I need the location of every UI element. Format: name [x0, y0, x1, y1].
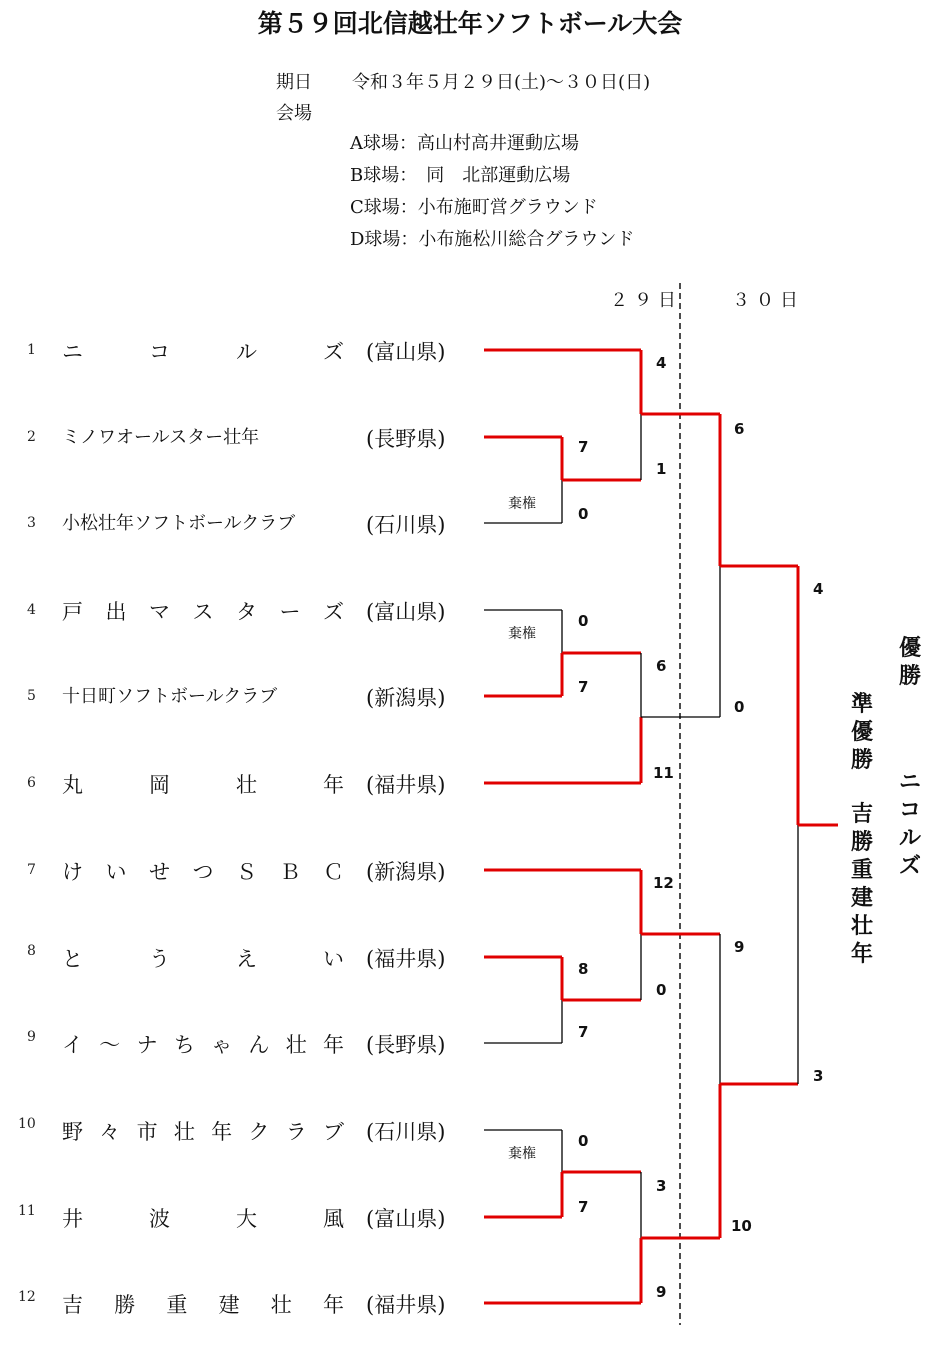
team-prefecture: (長野県) [366, 427, 446, 451]
team-name-char: 年 [322, 1033, 344, 1057]
team-seed: 10 [18, 1116, 36, 1132]
team-name-char: 大 [236, 1207, 257, 1231]
team-name-char: 壮 [285, 1033, 307, 1057]
team-name [62, 943, 344, 973]
team-name-char: ズ [323, 600, 344, 624]
team-name-char: 年 [322, 1293, 344, 1317]
forfeit-label: 棄権 [508, 496, 536, 512]
venue-label: 会場 [276, 103, 312, 124]
team-name-char: ブ [322, 1120, 344, 1144]
score-semi1-1: 0 [734, 698, 745, 716]
team-name-char: 吉 [62, 1293, 83, 1317]
team-name-char: 壮 [173, 1120, 195, 1144]
champion-name: ニコルズ [898, 769, 921, 879]
venue-b: B球場： 同 北部運動広場 [350, 165, 571, 186]
team-name-char: 年 [323, 773, 344, 797]
score-r2a-1: 1 [656, 460, 667, 478]
team-name [62, 509, 344, 535]
team-name-char: 岡 [149, 773, 170, 797]
team-seed: 8 [27, 943, 36, 959]
team-name-char: 十日町ソフトボールクラブ [62, 686, 278, 707]
score-semi2-1: 10 [731, 1217, 752, 1235]
runnerup-label: 準優勝 [850, 691, 873, 773]
team-name-char: せ [149, 860, 170, 884]
date-label: 期日 [276, 72, 312, 93]
team-name-char: 丸 [62, 773, 83, 797]
team-name-char: 井 [62, 1207, 83, 1231]
team-name-char: ん [248, 1033, 270, 1057]
team-name-char: Ｃ [323, 860, 344, 884]
score-r2c-0: 12 [653, 874, 674, 892]
team-name-char: ゃ [211, 1033, 233, 1057]
team-prefecture: (長野県) [366, 1033, 446, 1057]
team-name-char: コ [149, 340, 170, 364]
team-name-char: ～ [99, 1033, 121, 1057]
team-name-char: 野 [62, 1120, 83, 1144]
team-name-char: 壮 [236, 773, 257, 797]
date-value: 令和３年５月２９日(土)～３０日(日) [352, 72, 651, 93]
team-name-char: ク [248, 1120, 270, 1144]
team-name-char: ズ [323, 340, 344, 364]
team-name-char: 出 [105, 600, 127, 624]
team-name-char: け [62, 860, 83, 884]
venue-d: D球場：小布施松川総合グラウンド [350, 229, 635, 250]
team-seed: 1 [27, 342, 36, 358]
team-seed: 2 [27, 429, 36, 445]
team-prefecture: (富山県) [366, 1207, 446, 1231]
team-name-char: イ [62, 1033, 83, 1057]
team-prefecture: (富山県) [366, 340, 446, 364]
team-name-char: Ｂ [279, 860, 301, 884]
team-name [62, 1029, 344, 1059]
team-prefecture: (石川県) [366, 1120, 446, 1144]
score-r1c-0: 8 [578, 960, 589, 978]
score-r1a-0: 7 [578, 438, 589, 456]
team-name-char: 重 [166, 1293, 188, 1317]
score-r1a-1: 0 [578, 505, 589, 523]
score-r2a-0: 4 [656, 354, 667, 372]
team-name-char: う [149, 947, 170, 971]
venue-a: A球場：高山村高井運動広場 [350, 133, 579, 154]
team-seed: 7 [27, 862, 36, 878]
score-r2d-1: 9 [656, 1283, 667, 1301]
team-seed: 12 [18, 1289, 36, 1305]
team-name-char: つ [192, 860, 214, 884]
score-r2d-0: 3 [656, 1177, 667, 1195]
team-name-char: ス [192, 600, 214, 624]
team-prefecture: (福井県) [366, 947, 446, 971]
venue-c: C球場：小布施町営グラウンド [350, 197, 598, 218]
team-seed: 9 [27, 1029, 36, 1045]
team-name-char: ミノワオールスター壮年 [62, 427, 260, 448]
team-name-char: え [236, 947, 257, 971]
team-name-char: 年 [211, 1120, 233, 1144]
page-title: 第５９回北信越壮年ソフトボール大会 [257, 9, 683, 38]
team-name-char: 々 [99, 1120, 121, 1144]
team-name-char: ニ [62, 340, 83, 364]
team-prefecture: (新潟県) [366, 686, 446, 710]
score-r1b-1: 7 [578, 678, 589, 696]
team-name-char: 波 [149, 1207, 170, 1231]
team-name [62, 856, 344, 886]
team-name-char: い [323, 947, 344, 971]
score-final-0: 4 [813, 580, 824, 598]
team-name-char: ー [279, 600, 301, 624]
team-seed: 5 [27, 688, 36, 704]
team-name-char: と [62, 947, 83, 971]
team-name [62, 423, 344, 449]
team-name [62, 336, 344, 366]
team-name-char: 建 [218, 1293, 240, 1317]
score-final-1: 3 [813, 1067, 824, 1085]
day-label-30: ３０日 [732, 290, 804, 311]
score-r1d-0: 0 [578, 1132, 589, 1150]
team-prefecture: (新潟県) [366, 860, 446, 884]
team-prefecture: (石川県) [366, 513, 446, 537]
team-name-char: ラ [285, 1120, 307, 1144]
score-r2b-0: 6 [656, 657, 667, 675]
team-prefecture: (福井県) [366, 1293, 446, 1317]
team-name-char: Ｓ [236, 860, 257, 884]
team-name-char: 市 [136, 1120, 158, 1144]
team-name-char: ち [173, 1033, 195, 1057]
team-name-char: ナ [136, 1033, 158, 1057]
team-name-char: 壮 [270, 1293, 292, 1317]
team-name-char: マ [149, 600, 170, 624]
team-name-char: 風 [323, 1207, 344, 1231]
team-name-char: 勝 [114, 1293, 136, 1317]
score-r2c-1: 0 [656, 981, 667, 999]
team-name [62, 682, 344, 708]
score-r1b-0: 0 [578, 612, 589, 630]
score-r2b-1: 11 [653, 764, 674, 782]
day-label-29: ２９日 [610, 290, 682, 311]
team-seed: 4 [27, 602, 36, 618]
score-semi1-0: 6 [734, 420, 745, 438]
score-r1c-1: 7 [578, 1023, 589, 1041]
team-seed: 3 [27, 515, 36, 531]
runnerup-name: 吉勝重建壮年 [850, 801, 873, 967]
team-seed: 6 [27, 775, 36, 791]
team-name-char: 戸 [62, 600, 83, 624]
team-name [62, 1289, 344, 1319]
forfeit-label: 棄権 [508, 1146, 536, 1162]
team-name-char: い [105, 860, 127, 884]
score-semi2-0: 9 [734, 938, 745, 956]
team-name [62, 1203, 344, 1233]
team-name [62, 769, 344, 799]
team-seed: 11 [18, 1203, 36, 1219]
team-prefecture: (福井県) [366, 773, 446, 797]
team-name-char: ル [236, 340, 257, 364]
score-r1d-1: 7 [578, 1198, 589, 1216]
team-name-char: 小松壮年ソフトボールクラブ [62, 513, 296, 534]
champion-label: 優勝 [898, 635, 921, 689]
forfeit-label: 棄権 [508, 626, 536, 642]
team-name-char: タ [236, 600, 257, 624]
team-prefecture: (富山県) [366, 600, 446, 624]
team-name [62, 596, 344, 626]
team-name [62, 1116, 344, 1146]
